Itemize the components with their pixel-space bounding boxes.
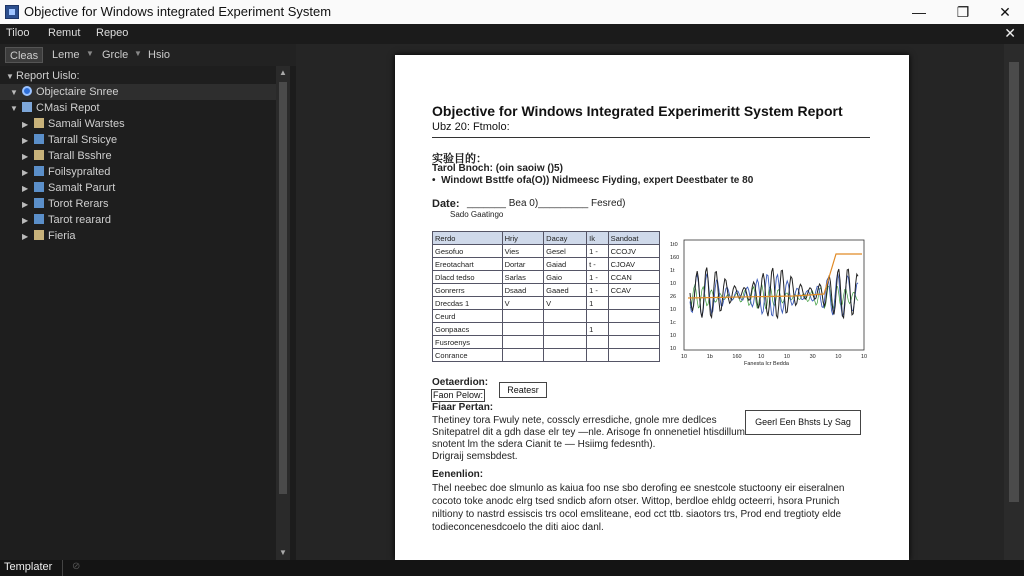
side-note-box: Geerl Een Bhsts Ly Sag [745, 410, 861, 435]
tree-item-label: CMasi Repot [36, 102, 100, 114]
objective-line-2-text: Windowt Bsttfe ofa(O)) Nidmeesc Fiyding, expert Deestbater te 80 [441, 175, 754, 186]
menu-item-repeo[interactable]: Repeo [96, 27, 129, 39]
document-icon [34, 118, 44, 128]
toolbar-tab-leme[interactable]: Leme [52, 49, 80, 61]
table-cell: Gaiad [544, 258, 587, 271]
table-cell [587, 310, 608, 323]
table-row [433, 297, 660, 310]
table-cell [608, 297, 659, 310]
conclusion-text-line: niltiony to nastrd essiscis trs ocol emsliteane, eod cct ttb. siaotors trs, Prod end tregtioty elde [432, 509, 842, 520]
window-title: Objective for Windows integrated Experiment System [24, 4, 332, 19]
toolbar-tab-cleas[interactable]: Cleas [5, 47, 43, 63]
y-tick-label: 10 [670, 346, 677, 352]
table-cell [587, 349, 608, 362]
expand-arrow-icon[interactable]: ▶ [22, 120, 29, 129]
tree-item[interactable] [22, 148, 112, 164]
date-value: _______ Bea 0)_________ Fesred) [467, 198, 626, 209]
minimize-button[interactable]: — [912, 4, 926, 20]
sidebar-toolbar [0, 44, 296, 66]
date-sub: Sado Gaatingo [450, 210, 504, 219]
tree-item-label: Tarot rearard [48, 214, 111, 226]
x-tick-label: 10 [861, 354, 868, 360]
expand-arrow-icon[interactable]: ▶ [22, 168, 29, 177]
table-row [433, 336, 660, 349]
table-cell: CCAN [608, 271, 659, 284]
y-tick-label: 26 [670, 294, 677, 300]
sidebar-scroll-thumb[interactable] [279, 82, 287, 494]
tree-item-label: Tarrall Srsicye [48, 134, 118, 146]
tree-item[interactable] [10, 100, 100, 116]
table-cell [502, 336, 544, 349]
x-tick-label: 1b [706, 354, 713, 360]
y-tick-label: 10 [670, 307, 677, 313]
table-row [433, 258, 660, 271]
y-tick-label: 10 [670, 281, 677, 287]
dropdown-arrow-icon[interactable]: ▼ [86, 49, 94, 58]
table-cell [608, 310, 659, 323]
x-tick-label: 160 [732, 354, 742, 360]
expand-arrow-icon[interactable]: ▶ [22, 136, 29, 145]
table-header-cell: Sandoat [608, 232, 659, 245]
table-cell: t - [587, 258, 608, 271]
table-cell [587, 336, 608, 349]
title-bar [0, 0, 1024, 24]
report-page [395, 55, 909, 560]
main-scroll-thumb[interactable] [1009, 62, 1019, 502]
tree-item[interactable] [22, 180, 115, 196]
table-cell: 1 [587, 297, 608, 310]
table-cell: 1 - [587, 284, 608, 297]
main-scrollbar[interactable] [1004, 44, 1024, 560]
status-icon: ⊘ [72, 561, 81, 572]
table-cell [544, 349, 587, 362]
y-tick-label: 10 [670, 333, 677, 339]
table-header-cell: Hriy [502, 232, 544, 245]
sidebar-tree [0, 66, 276, 560]
tree-item-label: Fieria [48, 230, 76, 242]
expand-arrow-icon[interactable]: ▶ [22, 232, 29, 241]
table-cell [608, 349, 659, 362]
y-tick-label: 1c [670, 320, 676, 326]
table-header-cell: Rerdo [433, 232, 503, 245]
table-cell: Ereotachart [433, 258, 503, 271]
y-tick-label: 1t [670, 268, 675, 274]
menu-item-tiloo[interactable]: Tiloo [6, 27, 30, 39]
objective-line-1: Tarol Bnoch: (oin saoiw ()5) [432, 163, 563, 174]
expand-arrow-icon[interactable]: ▶ [22, 184, 29, 193]
x-tick-label: 10 [835, 354, 842, 360]
final-text-line: Snitepatrel dit a gdh dase elr tey —nle. Arisoge fn onnenetiel htisdillum [432, 427, 745, 438]
observation-button[interactable]: Reatesr [499, 382, 547, 398]
x-tick-label: 30 [809, 354, 816, 360]
document-icon [34, 182, 44, 192]
table-cell: 1 [587, 323, 608, 336]
table-cell: Gonrerrs [433, 284, 503, 297]
final-text-line: Thetiney tora Fwuly nete, cosscly erresdiche, gnole mre dedlces [432, 415, 717, 426]
table-cell: Dsaad [502, 284, 544, 297]
maximize-button[interactable]: ❐ [956, 4, 970, 20]
table-cell: 1 - [587, 245, 608, 258]
scroll-up-arrow-icon[interactable]: ▲ [279, 68, 287, 77]
toolbar-tab-hsio[interactable]: Hsio [148, 49, 171, 61]
tree-item[interactable] [0, 84, 276, 100]
x-tick-label: 10 [783, 354, 790, 360]
conclusion-label: Eenenlion: [432, 469, 484, 480]
table-cell: Gesofuo [433, 245, 503, 258]
y-tick-label: 160 [670, 255, 680, 261]
table-cell [608, 323, 659, 336]
tree-item[interactable] [22, 164, 110, 180]
status-text: Templater [4, 561, 53, 573]
table-row [433, 310, 660, 323]
conclusion-text-line: Thel neebec doe slmunlo as kaiua foo nse sbo derofing ee snestcole stuctoony eir eiseralnen [432, 483, 845, 494]
document-icon [34, 150, 44, 160]
collapse-arrow-icon[interactable]: ▼ [10, 104, 18, 113]
table-cell [608, 336, 659, 349]
table-cell [502, 349, 544, 362]
close-document-button[interactable]: ✕ [1004, 25, 1016, 41]
toolbar-tab-grcle[interactable]: Grcle [102, 49, 129, 61]
scroll-down-arrow-icon[interactable]: ▼ [279, 548, 287, 557]
y-tick-label: 1t0 [670, 242, 678, 248]
document-icon [34, 198, 44, 208]
table-cell: CCOJV [608, 245, 659, 258]
table-row [433, 245, 660, 258]
document-icon [22, 86, 32, 96]
close-window-button[interactable]: ✕ [999, 4, 1011, 20]
status-bar [0, 560, 1024, 576]
report-title: Objective for Windows Integrated Experimeritt System Report [432, 103, 843, 119]
tree-item-label: Tarall Bsshre [48, 150, 112, 162]
tree-item-label: Foilsypralted [48, 166, 111, 178]
final-text-line: Drigraij semsbdest. [432, 451, 518, 462]
table-row [433, 323, 660, 336]
expand-arrow-icon[interactable]: ▶ [22, 152, 29, 161]
tree-item[interactable] [22, 132, 117, 148]
table-cell: Ceurd [433, 310, 503, 323]
bullet: • [432, 175, 436, 186]
table-cell: Dlacd tedso [433, 271, 503, 284]
observation-label: Oetaerdion: [432, 377, 489, 388]
tree-item[interactable] [22, 212, 111, 228]
table-cell: V [544, 297, 587, 310]
app-icon [5, 5, 19, 19]
tree-item-label: Samali Warstes [48, 118, 125, 130]
document-icon [34, 230, 44, 240]
tree-root-label: Report Uislo: [16, 70, 80, 82]
table-cell: Gesel [544, 245, 587, 258]
table-cell: Gaaed [544, 284, 587, 297]
document-icon [34, 134, 44, 144]
x-tick-label: 10 [681, 354, 688, 360]
expand-arrow-icon[interactable]: ▼ [6, 72, 14, 81]
document-icon [22, 102, 32, 112]
tree-item[interactable] [22, 116, 125, 132]
table-cell: Gonpaacs [433, 323, 503, 336]
table-cell: Vies [502, 245, 544, 258]
tree-item-label: Objectaire Snree [36, 86, 119, 98]
table-cell [544, 323, 587, 336]
table-cell: V [502, 297, 544, 310]
conclusion-text-line: cocoto toke anodc elrg tsed sndicb aforn otser. Wittop, berdloe ehldg octeerri, hsora Prunich [432, 496, 840, 507]
final-label: Fiaar Pertan: [432, 402, 494, 413]
results-table [432, 231, 660, 362]
objective-line-2 [432, 175, 753, 186]
menu-item-remut[interactable]: Remut [48, 27, 81, 39]
table-cell: 1 - [587, 271, 608, 284]
table-cell: Gaio [544, 271, 587, 284]
table-row [433, 284, 660, 297]
signal-chart [670, 236, 870, 366]
table-cell [544, 310, 587, 323]
table-header-cell: Dacay [544, 232, 587, 245]
table-cell: Conrance [433, 349, 503, 362]
tree-item-label: Torot Rerars [48, 198, 109, 210]
conclusion-text-line: todieconcenesdcoelo the diti aioc danl. [432, 522, 604, 533]
date-label: Date: [432, 198, 460, 210]
table-cell: Sarlas [502, 271, 544, 284]
document-icon [34, 214, 44, 224]
tree-root[interactable] [6, 68, 80, 84]
menu-bar [0, 24, 1024, 44]
expand-arrow-icon[interactable]: ▶ [22, 200, 29, 209]
table-header-cell: Ik [587, 232, 608, 245]
table-cell: CJOAV [608, 258, 659, 271]
table-row [433, 349, 660, 362]
title-divider [432, 137, 870, 138]
final-text-line: snotent lm the sdera Cianit te — Hsiimg fedesnth). [432, 439, 656, 450]
observation-field[interactable]: Faon Pelow: [432, 390, 484, 400]
table-cell: CCAV [608, 284, 659, 297]
document-icon [34, 166, 44, 176]
table-row [433, 271, 660, 284]
tree-item-label: Samalt Parurt [48, 182, 116, 194]
x-axis-label: Fanesta Icr Bedda [744, 361, 789, 366]
table-cell: Drecdas 1 [433, 297, 503, 310]
dropdown-arrow-icon[interactable]: ▼ [134, 49, 142, 58]
tree-item[interactable] [22, 196, 109, 212]
sidebar-scrollbar[interactable] [276, 66, 290, 560]
objective-heading: 实验目的： [432, 153, 487, 165]
table-cell [544, 336, 587, 349]
x-tick-label: 10 [758, 354, 765, 360]
collapse-arrow-icon[interactable]: ▼ [10, 88, 18, 97]
report-subtitle: Ubz 20: Ftmolo: [432, 121, 510, 133]
tree-item[interactable] [22, 228, 76, 244]
status-divider [62, 560, 63, 576]
table-cell [502, 323, 544, 336]
table-cell: Fusroenys [433, 336, 503, 349]
table-cell: Dortar [502, 258, 544, 271]
table-cell [502, 310, 544, 323]
expand-arrow-icon[interactable]: ▶ [22, 216, 29, 225]
chart-frame [684, 240, 864, 350]
